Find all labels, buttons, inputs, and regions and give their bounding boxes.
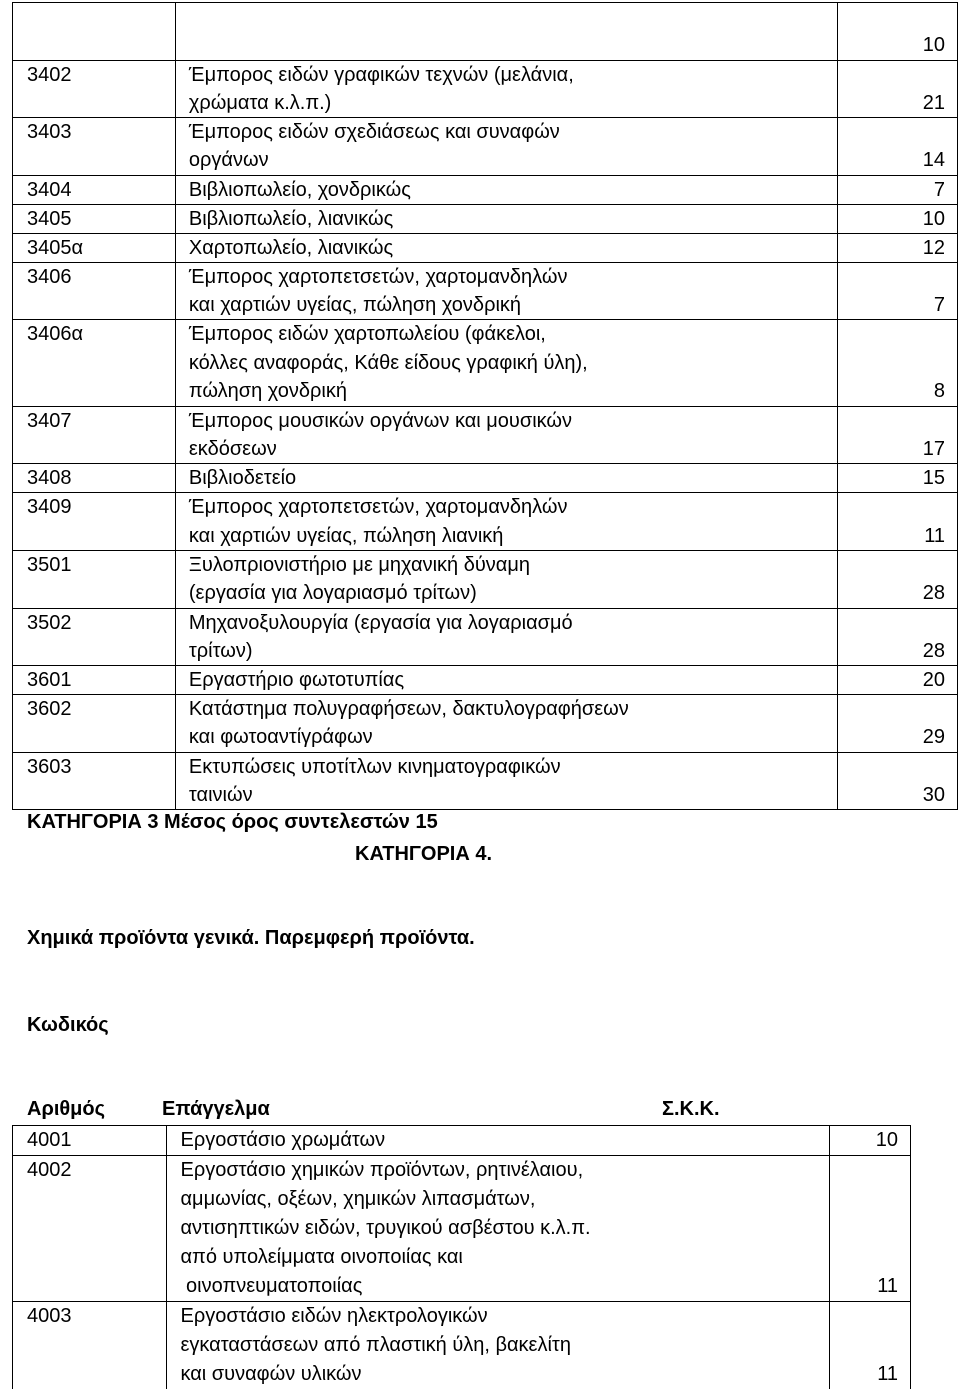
- coefficient-cell: [837, 608, 957, 637]
- profession-cell: Βιβλιοπωλείο, χονδρικώς: [175, 175, 837, 204]
- profession-cell: ταινιών: [175, 781, 837, 810]
- code-cell: 3502: [13, 608, 176, 637]
- profession-cell: αμμωνίας, οξέων, χημικών λιπασμάτων,: [167, 1185, 830, 1214]
- code-cell: 3602: [13, 695, 176, 724]
- code-heading: Κωδικός: [27, 1014, 109, 1036]
- code-cell: [13, 146, 176, 175]
- profession-cell: Έμπορος χαρτοπετσετών, χαρτομανδηλών: [175, 493, 837, 522]
- profession-cell: εγκαταστάσεων από πλαστική ύλη, βακελίτη: [167, 1331, 830, 1360]
- table-row: [13, 464, 958, 493]
- table-row: [13, 1126, 911, 1156]
- code-cell: [13, 377, 176, 406]
- code-cell: 4001: [13, 1126, 167, 1156]
- code-cell: 3501: [13, 550, 176, 579]
- code-cell: 3406: [13, 262, 176, 291]
- code-cell: [13, 31, 176, 60]
- profession-cell: Εργοστάσιο χρωμάτων: [167, 1126, 830, 1156]
- table-row: [13, 435, 958, 464]
- coefficient-cell: [837, 695, 957, 724]
- profession-cell: [175, 3, 837, 32]
- code-cell: [13, 1272, 167, 1302]
- profession-cell: Έμπορος χαρτοπετσετών, χαρτομανδηλών: [175, 262, 837, 291]
- code-cell: [13, 89, 176, 118]
- coefficient-cell: 15: [837, 464, 957, 493]
- table-row: [13, 1272, 911, 1302]
- code-cell: 3405α: [13, 233, 176, 262]
- code-cell: [13, 1243, 167, 1272]
- coefficient-cell: [837, 493, 957, 522]
- profession-cell: αντισηπτικών ειδών, τρυγικού ασβέστου κ.λ.π.: [167, 1214, 830, 1243]
- table-row: [13, 493, 958, 522]
- column-header-skk: Σ.Κ.Κ.: [662, 1098, 720, 1120]
- profession-cell: εκδόσεων: [175, 435, 837, 464]
- profession-cell: Βιβλιοπωλείο, λιανικώς: [175, 204, 837, 233]
- code-cell: [13, 1214, 167, 1243]
- code-cell: [13, 637, 176, 666]
- coefficient-cell: [830, 1243, 911, 1272]
- profession-cell: Έμπορος ειδών χαρτοπωλείου (φάκελοι,: [175, 320, 837, 349]
- coefficient-cell: [830, 1185, 911, 1214]
- code-cell: 3603: [13, 752, 176, 781]
- table-row: [13, 262, 958, 291]
- table-row: [13, 637, 958, 666]
- coefficient-cell: [837, 118, 957, 147]
- profession-cell: Εκτυπώσεις υποτίτλων κινηματογραφικών: [175, 752, 837, 781]
- profession-cell: Μηχανοξυλουργία (εργασία για λογαριασμό: [175, 608, 837, 637]
- coefficient-cell: 8: [837, 377, 957, 406]
- category-4-heading: ΚΑΤΗΓΟΡΙΑ 4.: [355, 843, 493, 865]
- code-cell: [13, 1331, 167, 1360]
- profession-cell: Βιβλιοδετείο: [175, 464, 837, 493]
- profession-cell: Έμπορος ειδών σχεδιάσεως και συναφών: [175, 118, 837, 147]
- coefficient-cell: [830, 1331, 911, 1360]
- table-row: [13, 320, 958, 349]
- code-cell: [13, 349, 176, 378]
- table-row: [13, 781, 958, 810]
- code-cell: 4003: [13, 1302, 167, 1332]
- professions-table-category-4: [12, 1125, 911, 1389]
- code-cell: 3407: [13, 406, 176, 435]
- table-row: [13, 377, 958, 406]
- table-row: [13, 1156, 911, 1186]
- table-row: [13, 550, 958, 579]
- coefficient-cell: 30: [837, 781, 957, 810]
- profession-cell: τρίτων): [175, 637, 837, 666]
- table-row: [13, 723, 958, 752]
- table-row: [13, 31, 958, 60]
- coefficient-cell: 7: [837, 291, 957, 320]
- coefficient-cell: 14: [837, 146, 957, 175]
- coefficient-cell: [837, 60, 957, 89]
- coefficient-cell: 21: [837, 89, 957, 118]
- category-3-average-heading: ΚΑΤΗΓΟΡΙΑ 3 Μέσος όρος συντελεστών 15: [27, 811, 438, 833]
- code-cell: [13, 781, 176, 810]
- coefficient-cell: 29: [837, 723, 957, 752]
- table-row: [13, 1185, 911, 1214]
- column-header-number: Αριθμός: [27, 1098, 106, 1120]
- profession-cell: και φωτοαντίγράφων: [175, 723, 837, 752]
- profession-cell: και συναφών υλικών: [167, 1360, 830, 1389]
- coefficient-cell: 11: [830, 1272, 911, 1302]
- coefficient-cell: [837, 3, 957, 32]
- table-row: [13, 89, 958, 118]
- coefficient-cell: 12: [837, 233, 957, 262]
- profession-cell: οινοπνευματοποιίας: [167, 1272, 830, 1302]
- table-row: [13, 349, 958, 378]
- table-row: [13, 233, 958, 262]
- profession-cell: Ξυλοπριονιστήριο με μηχανική δύναμη: [175, 550, 837, 579]
- table-row: [13, 1331, 911, 1360]
- table-row: [13, 1302, 911, 1332]
- profession-cell: κόλλες αναφοράς, Κάθε είδους γραφική ύλη),: [175, 349, 837, 378]
- coefficient-cell: 10: [830, 1126, 911, 1156]
- code-cell: 4002: [13, 1156, 167, 1186]
- profession-cell: χρώματα κ.λ.π.): [175, 89, 837, 118]
- table-row: [13, 1214, 911, 1243]
- code-cell: 3406α: [13, 320, 176, 349]
- profession-cell: Έμπορος ειδών γραφικών τεχνών (μελάνια,: [175, 60, 837, 89]
- table-row: [13, 204, 958, 233]
- profession-cell: και χαρτιών υγείας, πώληση χονδρική: [175, 291, 837, 320]
- table-row: [13, 118, 958, 147]
- profession-cell: Κατάστημα πολυγραφήσεων, δακτυλογραφήσεων: [175, 695, 837, 724]
- coefficient-cell: 20: [837, 666, 957, 695]
- table-row: [13, 1243, 911, 1272]
- code-cell: [13, 579, 176, 608]
- coefficient-cell: [830, 1156, 911, 1186]
- code-cell: 3403: [13, 118, 176, 147]
- coefficient-cell: 28: [837, 579, 957, 608]
- coefficient-cell: 17: [837, 435, 957, 464]
- coefficient-cell: [837, 320, 957, 349]
- profession-cell: [175, 31, 837, 60]
- column-header-profession: Επάγγελμα: [162, 1098, 270, 1120]
- code-cell: 3402: [13, 60, 176, 89]
- code-cell: [13, 3, 176, 32]
- chemical-products-heading: Χημικά προϊόντα γενικά. Παρεμφερή προϊόντα.: [27, 927, 475, 949]
- coefficient-cell: [837, 550, 957, 579]
- table-row: [13, 406, 958, 435]
- coefficient-cell: 7: [837, 175, 957, 204]
- code-cell: [13, 723, 176, 752]
- table-row: [13, 3, 958, 32]
- coefficient-cell: 10: [837, 31, 957, 60]
- profession-cell: Έμπορος μουσικών οργάνων και μουσικών: [175, 406, 837, 435]
- code-cell: 3404: [13, 175, 176, 204]
- table-row: [13, 1360, 911, 1389]
- table-row: [13, 752, 958, 781]
- profession-cell: (εργασία για λογαριασμό τρίτων): [175, 579, 837, 608]
- profession-cell: Εργοστάσιο χημικών προϊόντων, ρητινέλαιου,: [167, 1156, 830, 1186]
- table-row: [13, 60, 958, 89]
- profession-cell: Χαρτοπωλείο, λιανικώς: [175, 233, 837, 262]
- coefficient-cell: [830, 1302, 911, 1332]
- code-cell: [13, 522, 176, 551]
- code-cell: [13, 1360, 167, 1389]
- table-row: [13, 579, 958, 608]
- table-row: [13, 146, 958, 175]
- table-row: [13, 291, 958, 320]
- code-cell: [13, 291, 176, 320]
- coefficient-cell: 11: [830, 1360, 911, 1389]
- profession-cell: από υπολείμματα οινοποιίας και: [167, 1243, 830, 1272]
- coefficient-cell: 28: [837, 637, 957, 666]
- coefficient-cell: [837, 349, 957, 378]
- profession-cell: οργάνων: [175, 146, 837, 175]
- table-row: [13, 608, 958, 637]
- coefficient-cell: 11: [837, 522, 957, 551]
- profession-cell: και χαρτιών υγείας, πώληση λιανική: [175, 522, 837, 551]
- profession-cell: Εργοστάσιο ειδών ηλεκτρολογικών: [167, 1302, 830, 1332]
- table-row: [13, 522, 958, 551]
- code-cell: 3409: [13, 493, 176, 522]
- profession-cell: πώληση χονδρική: [175, 377, 837, 406]
- code-cell: [13, 1185, 167, 1214]
- table-row: [13, 175, 958, 204]
- code-cell: 3408: [13, 464, 176, 493]
- coefficient-cell: [837, 406, 957, 435]
- table-row: [13, 695, 958, 724]
- coefficient-cell: [830, 1214, 911, 1243]
- coefficient-cell: [837, 752, 957, 781]
- code-cell: 3405: [13, 204, 176, 233]
- code-cell: 3601: [13, 666, 176, 695]
- professions-table-category-3: [12, 2, 958, 810]
- table-row: [13, 666, 958, 695]
- profession-cell: Εργαστήριο φωτοτυπίας: [175, 666, 837, 695]
- code-cell: [13, 435, 176, 464]
- coefficient-cell: [837, 262, 957, 291]
- coefficient-cell: 10: [837, 204, 957, 233]
